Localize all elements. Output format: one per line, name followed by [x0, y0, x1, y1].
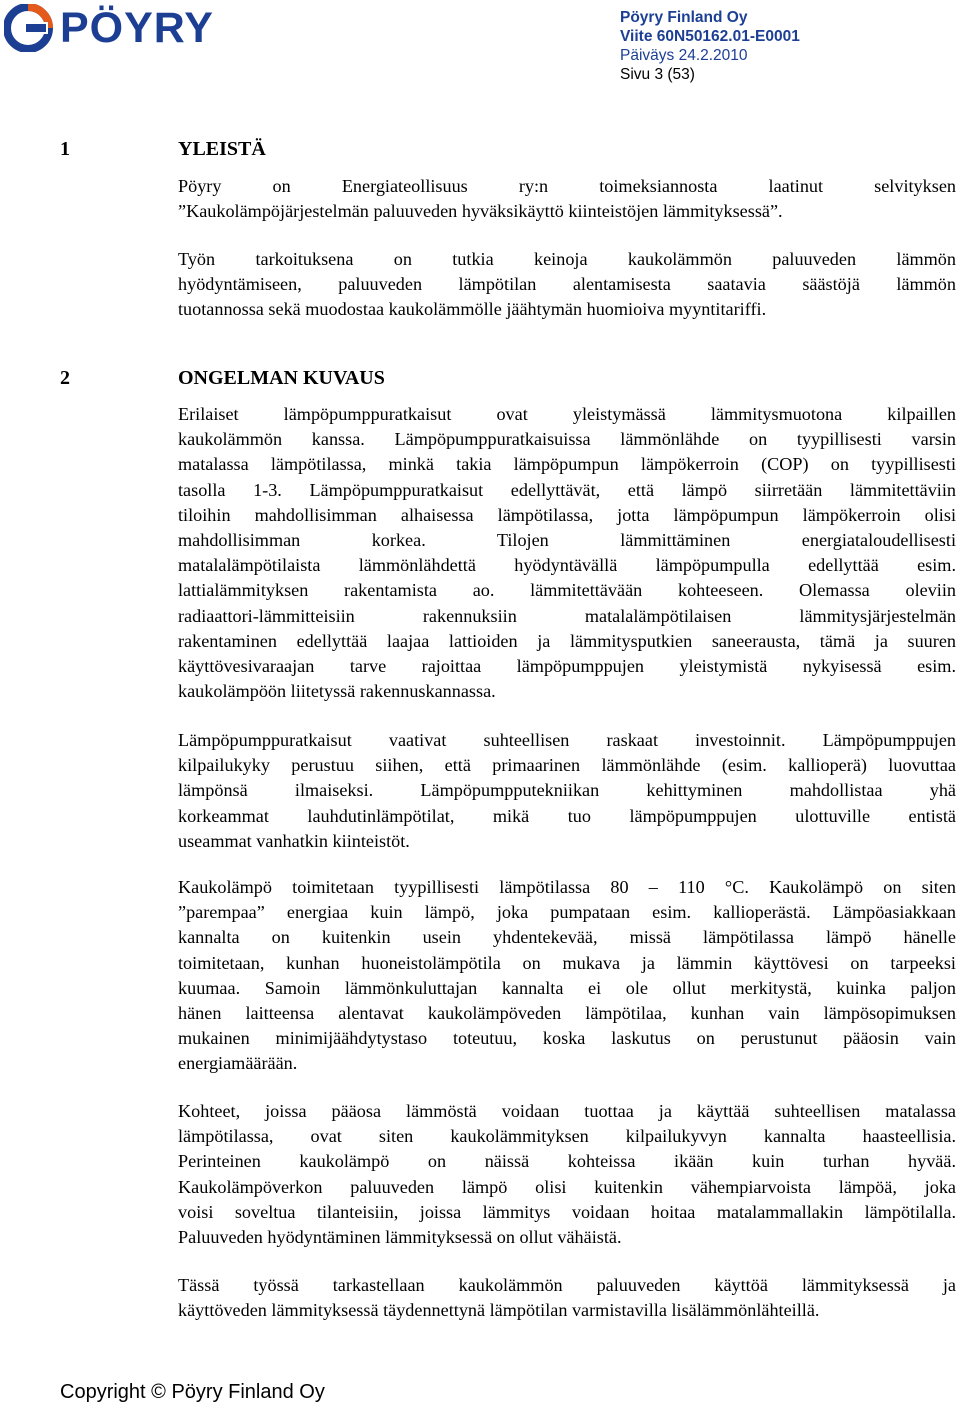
company-logo — [4, 4, 214, 52]
text-line: Kaukolämpö toimitetaan tyypillisesti lämpötilassa 80 – 110 °C. Kaukolämpö on siten — [178, 877, 956, 897]
text-line: hyödyntämiseen, paluuveden lämpötilan alentamisesta saatavia säästöjä lämmön — [178, 274, 956, 295]
text-line: toimitetaan, kunhan huoneistolämpötila on mukava ja lämmin käyttövesi on tarpeeksi — [178, 952, 956, 973]
text-line: kuumaa. Samoin lämmönkuluttajan kannalta ei ole ollut merkitystä, kuinka paljon — [178, 977, 956, 998]
text-line: tuotannossa sekä muodostaa kaukolämmölle jäähtymän huomioiva myyntitariffi. — [178, 299, 767, 320]
text-line: Tässä työssä tarkastellaan kaukolämmön paluuveden käyttöä lämmityksessä ja — [178, 1275, 956, 1295]
section-number: 2 — [60, 367, 70, 389]
paragraph — [178, 174, 956, 224]
document-reference: Viite 60N50162.01-E0001 — [620, 28, 800, 45]
poyry-logo-icon — [4, 4, 54, 52]
text-line: käyttövesivaraajan tarve rajoittaa lämpöpumppujen yleistymistä nykyisessä esim. — [178, 656, 956, 677]
text-line: kaukolämpöön liitetyssä rakennuskannassa. — [178, 681, 496, 702]
section-heading-1 — [60, 138, 266, 161]
text-line: Perinteinen kaukolämpö on näissä kohteissa ikään kuin turhan hyvää. — [178, 1151, 956, 1172]
section-number: 1 — [60, 138, 70, 160]
text-line: Kaukolämpöverkon paluuveden lämpö olisi kuitenkin vähempiarvoista lämpöä, joka — [178, 1176, 956, 1197]
text-line: Lämpöpumppuratkaisut vaativat suhteellisen raskaat investoinnit. Lämpöpumppujen — [178, 730, 956, 750]
text-line: Työn tarkoituksena on tutkia keinoja kaukolämmön paluuveden lämmön — [178, 249, 956, 269]
copyright-footer: Copyright © Pöyry Finland Oy — [60, 1381, 325, 1403]
text-line: matalalämpötilaista lämmönlähdettä hyödyntävällä lämpöpumpulla edellyttää esim. — [178, 555, 956, 576]
text-line: rakentaminen edellyttää laajaa lattioiden ja lämmitysputkien saneerausta, tämä ja suuren — [178, 630, 956, 651]
text-line: mahdollisimman korkea. Tilojen lämmittäminen energiataloudellisesti — [178, 530, 956, 551]
text-line: radiaattori-lämmitteisiin rakennuksiin matalalämpötilaisen lämmitysjärjestelmän — [178, 605, 956, 626]
text-line: kannalta on kuitenkin usein yhdentekevää, missä lämpötilassa lämpö hänelle — [178, 927, 956, 948]
text-line: tiloihin mahdollisimman alhaisessa lämpötilassa, jotta lämpöpumpun lämpökerroin olisi — [178, 504, 956, 525]
text-line: Kohteet, joissa pääosa lämmöstä voidaan tuottaa ja käyttää suhteellisen matalassa — [178, 1101, 956, 1121]
text-line: kaukolämmön kanssa. Lämpöpumppuratkaisuissa lämmönlähde on tyypillisesti varsin — [178, 429, 956, 450]
paragraph — [178, 875, 956, 1077]
text-line: tasolla 1-3. Lämpöpumppuratkaisut edellyttävät, että lämpö siirretään lämmitettäviin — [178, 479, 956, 500]
company-name: Pöyry Finland Oy — [620, 9, 748, 26]
text-line: kilpailukyky perustuu siihen, että primaarinen lämmönlähde (esim. kallioperä) luovuttaa — [178, 755, 956, 776]
text-line: Pöyry on Energiateollisuus ry:n toimeksiannosta laatinut selvityksen — [178, 176, 956, 196]
text-line: Paluuveden hyödyntäminen lämmityksessä on ollut vähäistä. — [178, 1227, 622, 1248]
logo-wordmark: PÖYRY — [60, 4, 214, 52]
paragraph — [178, 728, 956, 854]
document-date: Päiväys 24.2.2010 — [620, 47, 748, 64]
text-line: hänen laitteensa alentavat kaukolämpöveden lämpötilaa, kunhan vain lämpösopimuksen — [178, 1003, 956, 1024]
text-line: käyttöveden lämmityksessä täydennettynä lämpötilan varmistavilla lisälämmönlähteillä. — [178, 1300, 820, 1321]
text-line: voisi soveltua tilanteisiin, joissa lämmitys voidaan hoitaa matalammallakin lämpötilalla. — [178, 1201, 956, 1222]
text-line: mukainen minimijäähdytystaso toteutuu, koska laskutus on perustunut pääosin vain — [178, 1028, 956, 1049]
text-line: korkeammat lauhdutinlämpötilat, mikä tuo lämpöpumppujen ulottuville entistä — [178, 805, 956, 826]
section-title: ONGELMAN KUVAUS — [178, 367, 385, 389]
page-number: Sivu 3 (53) — [620, 66, 695, 83]
text-line: energiamäärään. — [178, 1053, 298, 1074]
text-line: lämpönsä ilmaiseksi. Lämpöpumpputekniikan kehittyminen mahdollistaa yhä — [178, 780, 956, 801]
text-line: lattialämmityksen rakentamista ao. lämmitettävään kohteeseen. Olemassa oleviin — [178, 580, 956, 601]
paragraph — [178, 247, 956, 323]
paragraph — [178, 402, 956, 704]
text-line: ”parempaa” energiaa kuin lämpö, joka pumpataan esim. kallioperästä. Lämpöasiakkaan — [178, 902, 956, 923]
paragraph — [178, 1273, 956, 1323]
document-header-info — [620, 8, 800, 84]
section-heading-2 — [60, 367, 385, 390]
text-line: Erilaiset lämpöpumppuratkaisut ovat yleistymässä lämmitysmuotona kilpaillen — [178, 404, 956, 424]
text-line: matalassa lämpötilassa, minkä takia lämpöpumpun lämpökerroin (COP) on tyypillisesti — [178, 454, 956, 475]
section-title: YLEISTÄ — [178, 138, 266, 160]
paragraph — [178, 1099, 956, 1250]
text-line: ”Kaukolämpöjärjestelmän paluuveden hyväksikäyttö kiinteistöjen lämmityksessä”. — [178, 201, 783, 222]
text-line: lämpötilassa, ovat siten kaukolämmityksen kilpailukyvyn kannalta haasteellisia. — [178, 1126, 956, 1147]
text-line: useammat vanhatkin kiinteistöt. — [178, 830, 410, 851]
